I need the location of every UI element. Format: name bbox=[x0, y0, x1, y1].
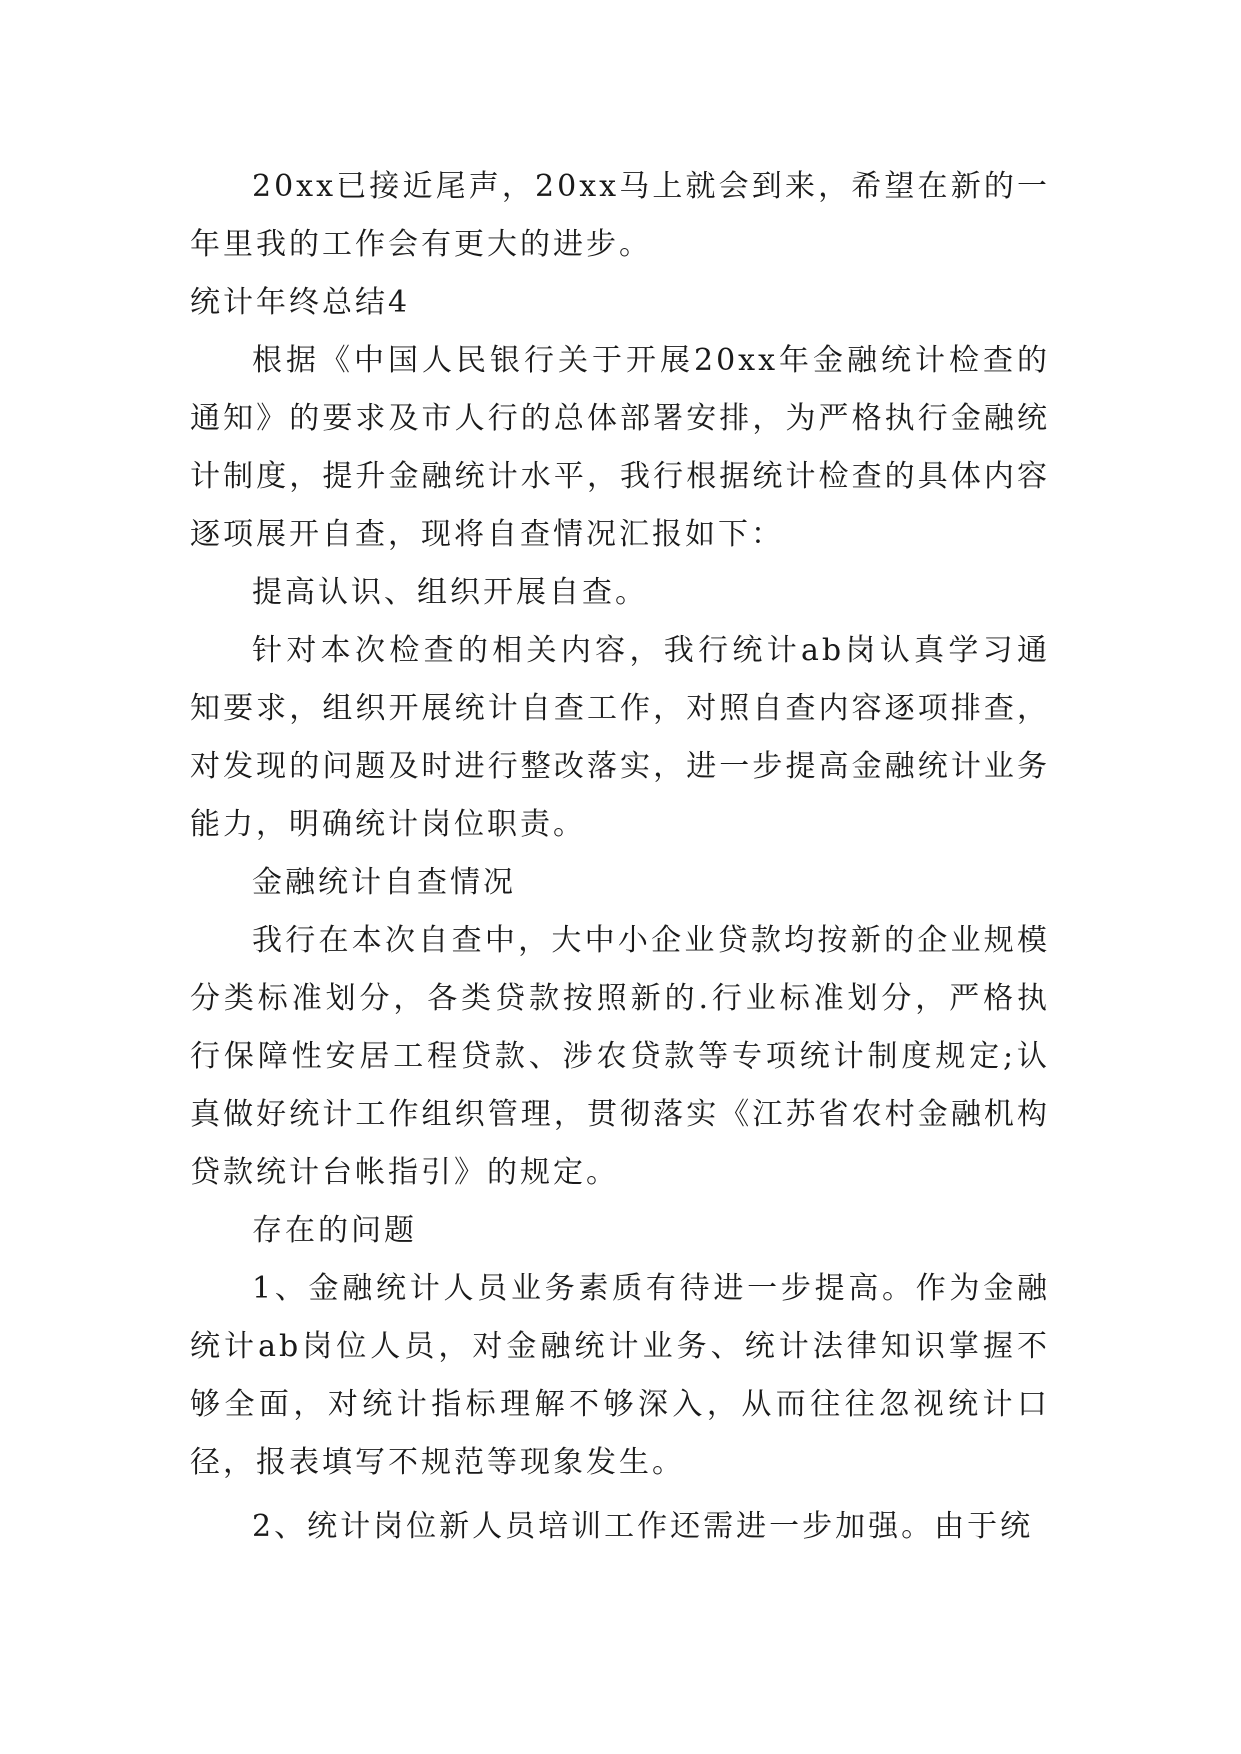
paragraph-self-check: 针对本次检查的相关内容，我行统计ab岗认真学习通知要求，组织开展统计自查工作，对照自查内容逐项排查，对发现的问题及时进行整改落实，进一步提高金融统计业务能力，明确统计岗位职责。 bbox=[190, 633, 1050, 842]
subheading-status: 金融统计自查情况 bbox=[252, 865, 516, 900]
subheading-awareness: 提高认识、组织开展自查。 bbox=[252, 575, 648, 610]
paragraph-intro: 根据《中国人民银行关于开展20xx年金融统计检查的通知》的要求及市人行的总体部署安排，为严格执行金融统计制度，提升金融统计水平，我行根据统计检查的具体内容逐项展开自查，现将自查情况汇报如下： bbox=[190, 343, 1050, 552]
paragraph-closing: 20xx已接近尾声，20xx马上就会到来，希望在新的一年里我的工作会有更大的进步。 bbox=[190, 169, 1050, 262]
document-body bbox=[190, 158, 1050, 1556]
subheading-problems: 存在的问题 bbox=[252, 1213, 417, 1248]
section-heading: 统计年终总结4 bbox=[190, 285, 411, 320]
paragraph-problem-1: 1、金融统计人员业务素质有待进一步提高。作为金融统计ab岗位人员，对金融统计业务、统计法律知识掌握不够全面，对统计指标理解不够深入，从而往往忽视统计口径，报表填写不规范等现象发生。 bbox=[190, 1271, 1050, 1480]
paragraph-status: 我行在本次自查中，大中小企业贷款均按新的企业规模分类标准划分，各类贷款按照新的.行业标准划分，严格执行保障性安居工程贷款、涉农贷款等专项统计制度规定;认真做好统计工作组织管理，贯彻落实《江苏省农村金融机构贷款统计台帐指引》的规定。 bbox=[190, 923, 1050, 1190]
paragraph-problem-2: 2、统计岗位新人员培训工作还需进一步加强。由于统 bbox=[252, 1509, 1034, 1544]
